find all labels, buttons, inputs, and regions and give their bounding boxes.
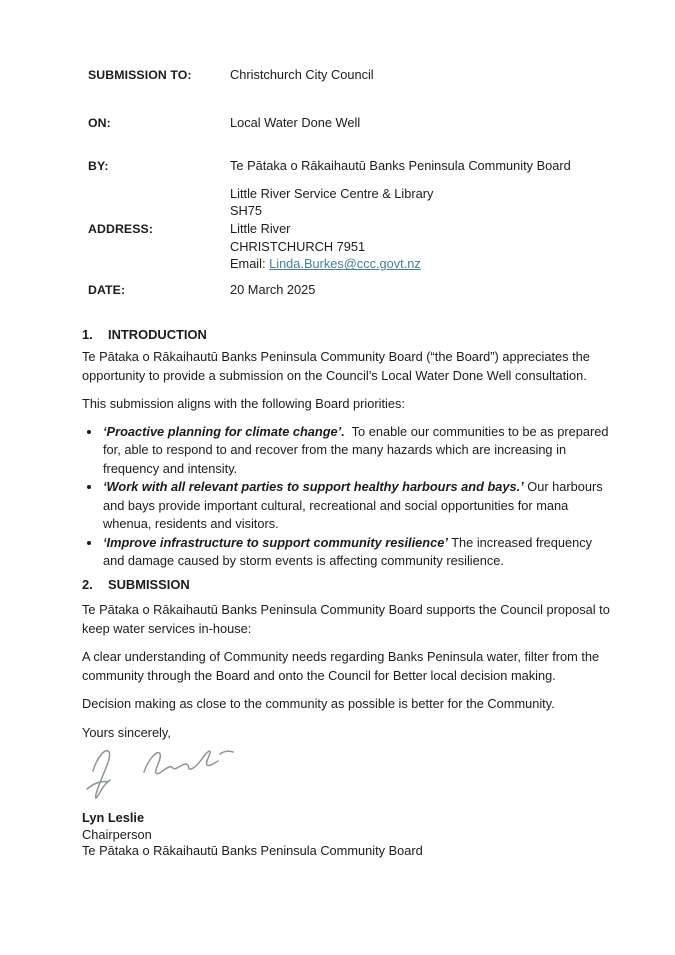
address-line: Little River xyxy=(230,220,291,236)
field-address xyxy=(88,185,615,274)
priorities-bullet-list xyxy=(82,423,615,571)
bullet-item xyxy=(102,478,615,534)
signatory-title: Chairperson xyxy=(82,826,152,842)
field-label: ON: xyxy=(88,115,111,130)
signatory-name: Lyn Leslie xyxy=(82,810,145,826)
signature-block xyxy=(82,810,615,860)
email-link[interactable]: Linda.Burkes@ccc.govt.nz xyxy=(269,256,421,272)
bullet-item xyxy=(102,534,615,571)
paragraph-submission-3: Decision making as close to the community as possible is better for the Community. xyxy=(82,696,555,712)
section-heading-introduction xyxy=(82,326,615,345)
bullet-emphasis: ‘Improve infrastructure to support community resilience’ xyxy=(103,534,448,550)
address-line: SH75 xyxy=(230,203,263,219)
bullet-text: To enable our communities to be as prepared for, able to respond to and recover from the many hazards which are increasing in frequency and intensity. xyxy=(103,423,609,476)
address-block xyxy=(230,185,615,274)
handwritten-signature-icon xyxy=(84,744,244,804)
section-title: INTRODUCTION xyxy=(108,326,207,342)
signature-image xyxy=(84,744,615,806)
bullet-emphasis: ‘Proactive planning for climate change’. xyxy=(103,423,345,439)
address-line: CHRISTCHURCH 7951 xyxy=(230,238,366,254)
field-value: Local Water Done Well xyxy=(230,114,361,130)
address-line: Little River Service Centre & Library xyxy=(230,185,434,201)
signatory-organisation: Te Pātaka o Rākaihautū Banks Peninsula Community Board xyxy=(82,843,423,859)
field-submission-to xyxy=(88,66,615,85)
field-by xyxy=(88,157,615,176)
paragraph-intro-2: This submission aligns with the following Board priorities: xyxy=(82,396,405,412)
field-label: DATE: xyxy=(88,283,126,298)
field-on xyxy=(88,114,615,133)
field-label: BY: xyxy=(88,159,109,173)
paragraph-intro-1: Te Pātaka o Rākaihautū Banks Peninsula Community Board (“the Board”) appreciates the opportunity to provide a submission on the Council’s Local Water Done Well consultation. xyxy=(82,349,590,383)
section-title: SUBMISSION xyxy=(108,576,190,592)
email-label: Email: xyxy=(230,256,270,272)
address-email-line xyxy=(230,255,615,273)
field-date xyxy=(88,281,615,300)
section-number: 2. xyxy=(82,576,93,592)
field-value: Christchurch City Council xyxy=(230,67,374,82)
bullet-text: The increased frequency and damage caused by storm events is affecting community resilience. xyxy=(103,534,593,569)
paragraph-submission-2: A clear understanding of Community needs regarding Banks Peninsula water, filter from the community through the Board and onto the Council for Better local decision making. xyxy=(82,649,600,683)
valediction: Yours sincerely, xyxy=(82,724,171,740)
bullet-emphasis: ‘Work with all relevant parties to support healthy harbours and bays.’ xyxy=(103,479,524,495)
field-label: ADDRESS: xyxy=(88,221,154,236)
field-value: Te Pātaka o Rākaihautū Banks Peninsula Community Board xyxy=(230,158,571,173)
field-value: 20 March 2025 xyxy=(230,282,316,298)
paragraph-submission-1: Te Pātaka o Rākaihautū Banks Peninsula Community Board supports the Council proposal to keep water services in-house: xyxy=(82,602,610,636)
bullet-text: Our harbours and bays provide important cultural, recreational and social opportunities for mana whenua, residents and visitors. xyxy=(103,479,603,532)
bullet-item xyxy=(102,423,615,479)
section-number: 1. xyxy=(82,326,93,342)
section-heading-submission xyxy=(82,576,615,595)
field-label: SUBMISSION TO: xyxy=(88,68,192,82)
